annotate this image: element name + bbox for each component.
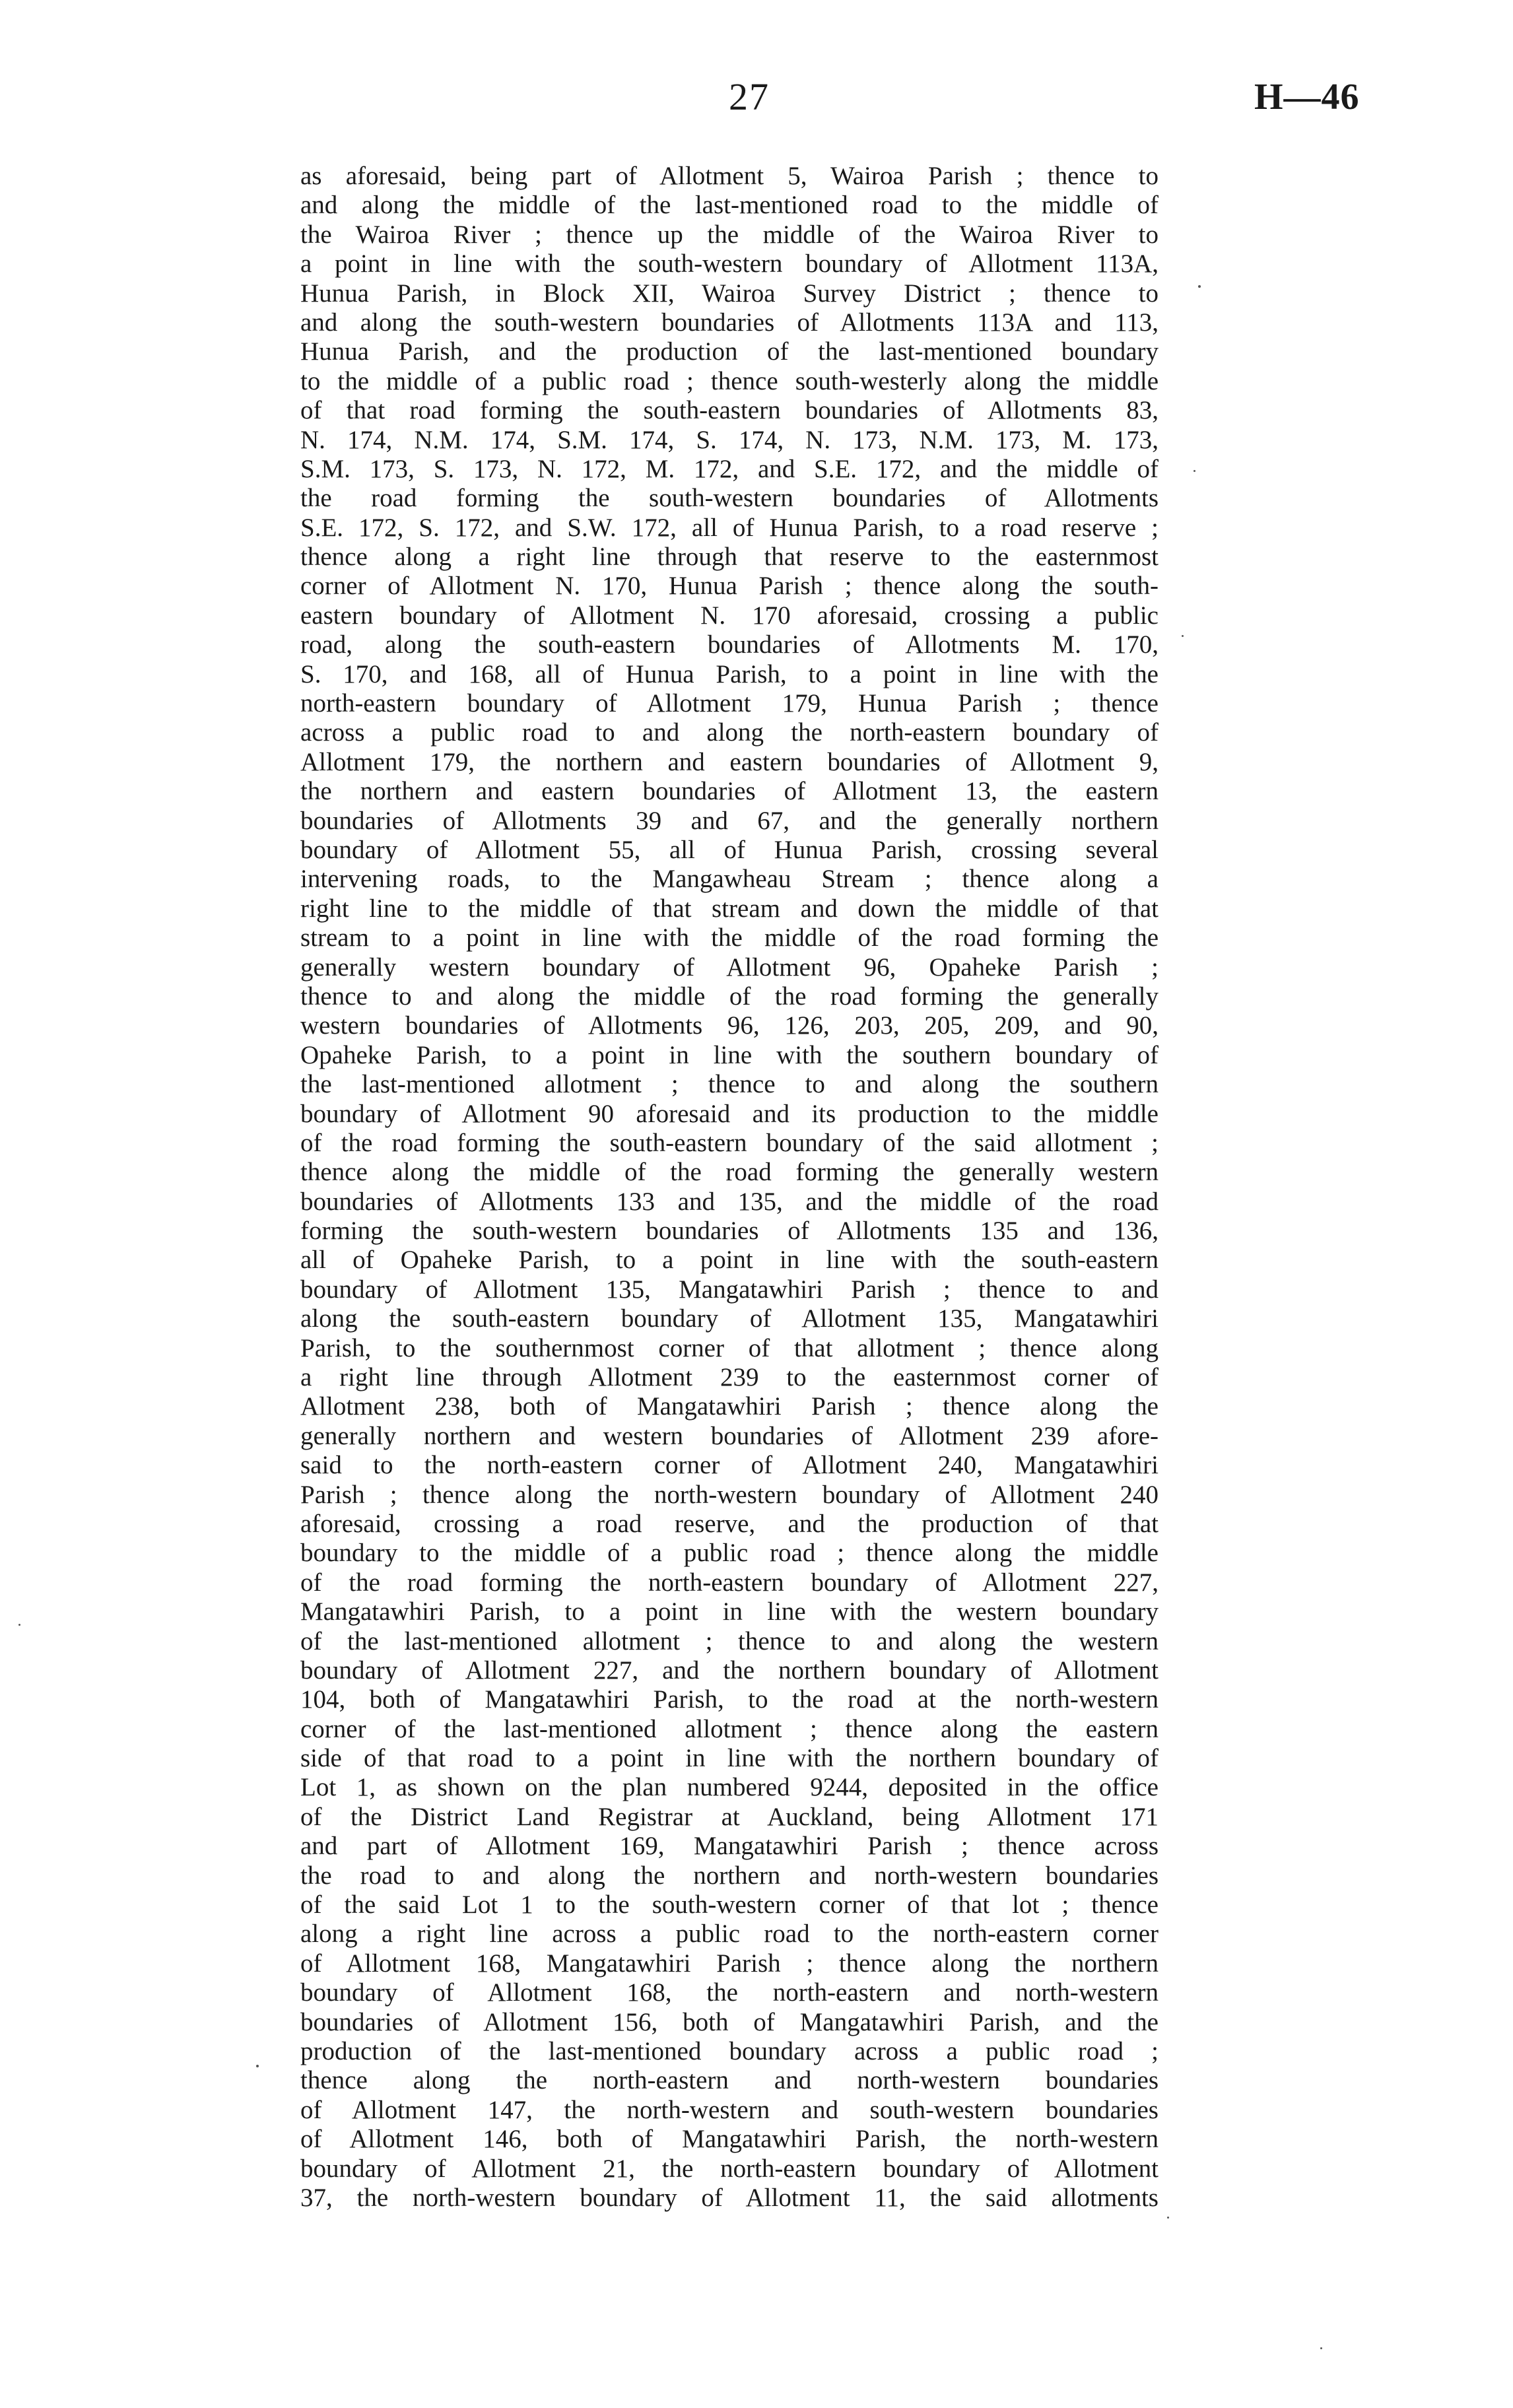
text-line: along a right line across a public road to the north-eastern corner bbox=[300, 1920, 1159, 1949]
body-text bbox=[300, 162, 1159, 2213]
text-line: Allotment 179, the northern and eastern boundaries of Allotment 9, bbox=[300, 747, 1159, 776]
text-line: S.E. 172, S. 172, and S.W. 172, all of Hunua Parish, to a road reserve ; bbox=[300, 513, 1159, 542]
scan-speck bbox=[1167, 2217, 1169, 2219]
text-line: Parish ; thence along the north-western boundary of Allotment 240 bbox=[300, 1480, 1159, 1509]
text-line: side of that road to a point in line with the northern boundary of bbox=[300, 1744, 1159, 1773]
text-line: boundary to the middle of a public road ; thence along the middle bbox=[300, 1539, 1159, 1568]
text-line: to the middle of a public road ; thence south-westerly along the middle bbox=[300, 366, 1159, 395]
text-line: boundaries of Allotments 133 and 135, and the middle of the road bbox=[300, 1187, 1159, 1216]
text-line: boundary of Allotment 21, the north-eastern boundary of Allotment bbox=[300, 2154, 1159, 2183]
text-line: generally northern and western boundaries of Allotment 239 afore- bbox=[300, 1421, 1159, 1450]
text-line: boundary of Allotment 168, the north-eastern and north-western bbox=[300, 1978, 1159, 2007]
text-line: and part of Allotment 169, Mangatawhiri Parish ; thence across bbox=[300, 1832, 1159, 1861]
scan-speck bbox=[18, 1624, 20, 1626]
text-line: thence to and along the middle of the road forming the generally bbox=[300, 982, 1159, 1011]
text-line: boundary of Allotment 90 aforesaid and its production to the middle bbox=[300, 1099, 1159, 1128]
text-line: Lot 1, as shown on the plan numbered 9244, deposited in the office bbox=[300, 1773, 1159, 1802]
text-line: Allotment 238, both of Mangatawhiri Parish ; thence along the bbox=[300, 1392, 1159, 1421]
text-line: forming the south-western boundaries of Allotments 135 and 136, bbox=[300, 1217, 1159, 1246]
text-line: and along the middle of the last-mentioned road to the middle of bbox=[300, 191, 1159, 220]
text-line: eastern boundary of Allotment N. 170 aforesaid, crossing a public bbox=[300, 601, 1159, 630]
text-line: of the road forming the south-eastern boundary of the said allotment ; bbox=[300, 1128, 1159, 1157]
text-line: of Allotment 147, the north-western and south-western boundaries bbox=[300, 2095, 1159, 2124]
text-line: boundaries of Allotments 39 and 67, and the generally northern bbox=[300, 806, 1159, 835]
text-line: said to the north-eastern corner of Allotment 240, Mangatawhiri bbox=[300, 1451, 1159, 1480]
text-line: a right line through Allotment 239 to the easternmost corner of bbox=[300, 1363, 1159, 1392]
text-line: aforesaid, crossing a road reserve, and the production of that bbox=[300, 1509, 1159, 1538]
text-line: N. 174, N.M. 174, S.M. 174, S. 174, N. 173, N.M. 173, M. 173, bbox=[300, 425, 1159, 454]
text-line: thence along a right line through that reserve to the easternmost bbox=[300, 543, 1159, 572]
page-number: 27 bbox=[729, 75, 770, 118]
scan-speck bbox=[1320, 2347, 1322, 2349]
text-line: of Allotment 168, Mangatawhiri Parish ; thence along the northern bbox=[300, 1949, 1159, 1978]
text-line: thence along the middle of the road forming the generally western bbox=[300, 1158, 1159, 1187]
text-line: generally western boundary of Allotment 96, Opaheke Parish ; bbox=[300, 953, 1159, 982]
text-line: corner of Allotment N. 170, Hunua Parish ; thence along the south- bbox=[300, 572, 1159, 601]
text-line: Hunua Parish, and the production of the last-mentioned boundary bbox=[300, 337, 1159, 366]
scan-speck bbox=[1198, 285, 1201, 288]
text-line: stream to a point in line with the middle of the road forming the bbox=[300, 923, 1159, 953]
text-line: Parish, to the southernmost corner of that allotment ; thence along bbox=[300, 1333, 1159, 1362]
text-line: corner of the last-mentioned allotment ; thence along the eastern bbox=[300, 1714, 1159, 1743]
text-line: the road to and along the northern and north-western boundaries bbox=[300, 1861, 1159, 1890]
text-line: of the said Lot 1 to the south-western corner of that lot ; thence bbox=[300, 1890, 1159, 1920]
text-line: 104, both of Mangatawhiri Parish, to the road at the north-western bbox=[300, 1685, 1159, 1714]
text-line: along the south-eastern boundary of Allotment 135, Mangatawhiri bbox=[300, 1304, 1159, 1333]
document-reference: H—46 bbox=[1254, 77, 1360, 117]
text-line: right line to the middle of that stream and down the middle of that bbox=[300, 894, 1159, 923]
scan-speck bbox=[1182, 635, 1184, 637]
text-line: a point in line with the south-western boundary of Allotment 113A, bbox=[300, 250, 1159, 279]
text-line: all of Opaheke Parish, to a point in line with the south-eastern bbox=[300, 1246, 1159, 1275]
text-line: of Allotment 146, both of Mangatawhiri Parish, the north-western bbox=[300, 2125, 1159, 2154]
text-line: the northern and eastern boundaries of Allotment 13, the eastern bbox=[300, 777, 1159, 806]
text-line: the road forming the south-western boundaries of Allotments bbox=[300, 484, 1159, 513]
scan-speck bbox=[256, 2065, 259, 2067]
text-line: boundaries of Allotment 156, both of Mangatawhiri Parish, and the bbox=[300, 2007, 1159, 2036]
text-line: the Wairoa River ; thence up the middle of the Wairoa River to bbox=[300, 220, 1159, 249]
text-line: of that road forming the south-eastern boundaries of Allotments 83, bbox=[300, 396, 1159, 425]
text-line: Mangatawhiri Parish, to a point in line with the western boundary bbox=[300, 1597, 1159, 1626]
text-line: production of the last-mentioned boundary across a public road ; bbox=[300, 2037, 1159, 2065]
text-line: 37, the north-western boundary of Allotment 11, the said allotments bbox=[300, 2183, 1159, 2212]
text-line: the last-mentioned allotment ; thence to and along the southern bbox=[300, 1070, 1159, 1099]
text-line: Opaheke Parish, to a point in line with the southern boundary of bbox=[300, 1040, 1159, 1069]
text-line: and along the south-western boundaries of Allotments 113A and 113, bbox=[300, 308, 1159, 337]
text-line: western boundaries of Allotments 96, 126, 203, 205, 209, and 90, bbox=[300, 1011, 1159, 1040]
text-line: boundary of Allotment 55, all of Hunua Parish, crossing several bbox=[300, 835, 1159, 864]
scan-speck bbox=[1194, 470, 1195, 472]
text-line: of the road forming the north-eastern boundary of Allotment 227, bbox=[300, 1568, 1159, 1597]
text-line: of the last-mentioned allotment ; thence to and along the western bbox=[300, 1626, 1159, 1656]
text-line: S.M. 173, S. 173, N. 172, M. 172, and S.E. 172, and the middle of bbox=[300, 454, 1159, 483]
text-line: boundary of Allotment 135, Mangatawhiri Parish ; thence to and bbox=[300, 1275, 1159, 1304]
text-line: across a public road to and along the north-eastern boundary of bbox=[300, 718, 1159, 747]
text-line: of the District Land Registrar at Auckland, being Allotment 171 bbox=[300, 1802, 1159, 1831]
text-line: intervening roads, to the Mangawheau Stream ; thence along a bbox=[300, 865, 1159, 894]
text-line: S. 170, and 168, all of Hunua Parish, to a point in line with the bbox=[300, 659, 1159, 688]
text-line: Hunua Parish, in Block XII, Wairoa Survey District ; thence to bbox=[300, 279, 1159, 308]
text-line: thence along the north-eastern and north-western boundaries bbox=[300, 2066, 1159, 2095]
text-line: road, along the south-eastern boundaries of Allotments M. 170, bbox=[300, 630, 1159, 659]
text-line: boundary of Allotment 227, and the northern boundary of Allotment bbox=[300, 1656, 1159, 1685]
text-line: north-eastern boundary of Allotment 179, Hunua Parish ; thence bbox=[300, 689, 1159, 718]
text-line: as aforesaid, being part of Allotment 5, Wairoa Parish ; thence to bbox=[300, 162, 1159, 190]
